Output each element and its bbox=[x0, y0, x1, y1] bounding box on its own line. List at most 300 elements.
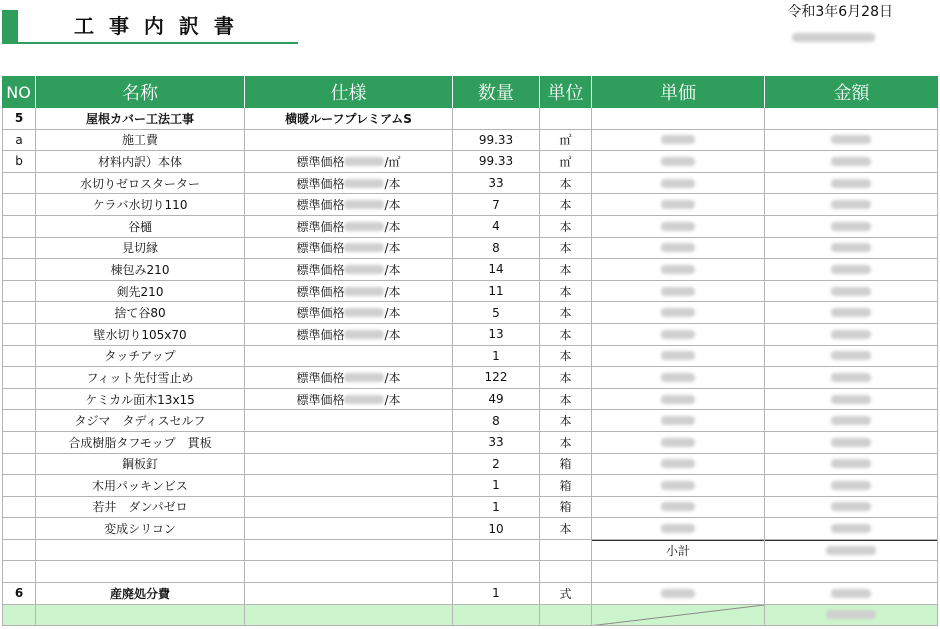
cell-unit-price bbox=[592, 432, 765, 454]
cell-amount bbox=[765, 259, 938, 281]
cell-unit bbox=[540, 497, 592, 519]
table-row bbox=[2, 561, 938, 583]
blurred-list-price bbox=[344, 179, 384, 188]
spec-unit: /本 bbox=[384, 327, 401, 342]
blurred-unit-price bbox=[661, 416, 695, 425]
cell-name bbox=[36, 518, 245, 540]
cell-quantity bbox=[453, 108, 540, 130]
cell-unit-price bbox=[592, 108, 765, 130]
spec-unit: /本 bbox=[384, 262, 401, 277]
cell-spec bbox=[245, 540, 453, 562]
cell-quantity bbox=[453, 216, 540, 238]
cell-quantity bbox=[453, 259, 540, 281]
cell-name bbox=[36, 389, 245, 411]
blurred-amount bbox=[831, 524, 871, 533]
cell-name bbox=[36, 281, 245, 303]
cell-quantity bbox=[453, 561, 540, 583]
cell-unit-price bbox=[592, 410, 765, 432]
cell-quantity bbox=[453, 281, 540, 303]
item-name: フィット先付雪止め bbox=[86, 370, 194, 385]
cell-amount bbox=[765, 324, 938, 346]
cell-unit bbox=[540, 432, 592, 454]
item-unit: ㎡ bbox=[559, 154, 572, 169]
item-quantity: 13 bbox=[488, 327, 504, 342]
item-quantity: 1 bbox=[492, 499, 500, 514]
blurred-unit-price bbox=[661, 459, 695, 468]
item-name: 壁水切り105x70 bbox=[93, 327, 187, 342]
item-quantity: 33 bbox=[488, 176, 504, 191]
cell-unit bbox=[540, 324, 592, 346]
cell-name bbox=[36, 151, 245, 173]
cell-name bbox=[36, 194, 245, 216]
table-row bbox=[2, 173, 938, 195]
blurred-amount bbox=[831, 135, 871, 144]
blurred-list-price bbox=[344, 265, 384, 274]
cell-no bbox=[2, 173, 36, 195]
cell-unit bbox=[540, 281, 592, 303]
table-row bbox=[2, 367, 938, 389]
item-name: ケラバ水切り110 bbox=[92, 198, 188, 213]
cell-unit bbox=[540, 108, 592, 130]
cell-name bbox=[36, 432, 245, 454]
blurred-unit-price bbox=[661, 502, 695, 511]
item-unit: 本 bbox=[559, 219, 572, 234]
cell-unit bbox=[540, 302, 592, 324]
cell-unit bbox=[540, 346, 592, 368]
cell-spec bbox=[245, 108, 453, 130]
item-unit: 本 bbox=[559, 392, 572, 407]
cell-amount bbox=[765, 518, 938, 540]
spec-unit: /本 bbox=[384, 306, 401, 321]
blurred-amount bbox=[826, 610, 876, 619]
cell-spec bbox=[245, 518, 453, 540]
cell-no bbox=[2, 583, 36, 605]
cell-unit bbox=[540, 194, 592, 216]
item-name: 棟包み210 bbox=[110, 262, 170, 277]
item-quantity: 33 bbox=[488, 435, 504, 450]
item-unit: 本 bbox=[559, 284, 572, 299]
spec-prefix: 標準価格 bbox=[296, 198, 345, 213]
row-number: 5 bbox=[14, 111, 24, 126]
cell-unit-price bbox=[592, 454, 765, 476]
item-name: 見切縁 bbox=[121, 241, 158, 256]
blurred-unit-price bbox=[661, 157, 695, 166]
blurred-unit-price bbox=[661, 287, 695, 296]
cell-amount bbox=[765, 454, 938, 476]
table-row bbox=[2, 108, 938, 130]
cell-amount bbox=[765, 389, 938, 411]
cell-no bbox=[2, 216, 36, 238]
table-row bbox=[2, 410, 938, 432]
blurred-unit-price bbox=[661, 330, 695, 339]
item-name: 若井 ダンパゼロ bbox=[92, 500, 188, 515]
item-unit: 本 bbox=[559, 349, 572, 364]
table-row bbox=[2, 259, 938, 281]
row-number: 6 bbox=[14, 586, 24, 601]
cell-unit-price bbox=[592, 216, 765, 238]
cell-name bbox=[36, 216, 245, 238]
blurred-list-price bbox=[344, 287, 384, 296]
cell-unit-price bbox=[592, 540, 765, 562]
cell-no bbox=[2, 475, 36, 497]
blurred-unit-price bbox=[661, 308, 695, 317]
item-unit: 本 bbox=[559, 414, 572, 429]
cell-unit-price bbox=[592, 389, 765, 411]
cell-unit bbox=[540, 518, 592, 540]
blurred-amount bbox=[831, 502, 871, 511]
cell-spec bbox=[245, 583, 453, 605]
spec-unit: /本 bbox=[384, 284, 401, 299]
blurred-unit-price bbox=[661, 373, 695, 382]
item-name: ケミカル面木13x15 bbox=[85, 392, 195, 407]
item-name: 屋根カバー工法工事 bbox=[85, 111, 194, 126]
cell-spec bbox=[245, 151, 453, 173]
cell-unit-price bbox=[592, 130, 765, 152]
cell-unit bbox=[540, 475, 592, 497]
cell-spec bbox=[245, 367, 453, 389]
blurred-amount bbox=[831, 222, 871, 231]
table-row bbox=[2, 302, 938, 324]
cell-quantity bbox=[453, 605, 540, 627]
item-unit: 本 bbox=[559, 241, 572, 256]
cell-no bbox=[2, 410, 36, 432]
spec-unit: /本 bbox=[384, 392, 401, 407]
cell-quantity bbox=[453, 151, 540, 173]
spec-prefix: 標準価格 bbox=[296, 306, 345, 321]
blurred-amount bbox=[831, 200, 871, 209]
document-date: 令和3年6月28日 bbox=[787, 4, 893, 20]
cell-no bbox=[2, 432, 36, 454]
cell-unit bbox=[540, 583, 592, 605]
cell-unit-price bbox=[592, 605, 765, 627]
item-unit: 箱 bbox=[559, 457, 572, 472]
table-row bbox=[2, 216, 938, 238]
blurred-list-price bbox=[344, 243, 384, 252]
cell-no bbox=[2, 324, 36, 346]
item-quantity: 10 bbox=[488, 521, 504, 536]
column-header-spec: 仕様 bbox=[245, 76, 453, 108]
item-unit: 箱 bbox=[559, 478, 572, 493]
item-unit: 本 bbox=[559, 522, 572, 537]
cell-spec bbox=[245, 281, 453, 303]
blurred-list-price bbox=[344, 222, 384, 231]
cell-no bbox=[2, 130, 36, 152]
blurred-unit-price bbox=[661, 222, 695, 231]
cell-no bbox=[2, 194, 36, 216]
cell-amount bbox=[765, 475, 938, 497]
cell-no bbox=[2, 259, 36, 281]
cell-unit bbox=[540, 130, 592, 152]
table-row bbox=[2, 151, 938, 173]
cell-name bbox=[36, 475, 245, 497]
cell-no bbox=[2, 108, 36, 130]
cell-spec bbox=[245, 561, 453, 583]
cell-no bbox=[2, 540, 36, 562]
cell-no bbox=[2, 497, 36, 519]
table-body bbox=[2, 108, 938, 626]
item-quantity: 8 bbox=[492, 240, 500, 255]
cell-unit-price bbox=[592, 238, 765, 260]
cell-spec bbox=[245, 238, 453, 260]
cell-unit bbox=[540, 605, 592, 627]
cell-unit-price bbox=[592, 173, 765, 195]
cell-quantity bbox=[453, 540, 540, 562]
blurred-amount bbox=[831, 308, 871, 317]
cell-unit-price bbox=[592, 194, 765, 216]
cell-amount bbox=[765, 432, 938, 454]
blurred-unit-price bbox=[661, 179, 695, 188]
row-number: a bbox=[15, 132, 23, 147]
cell-no bbox=[2, 389, 36, 411]
cell-no bbox=[2, 302, 36, 324]
item-name: タッチアップ bbox=[104, 349, 176, 364]
cell-unit bbox=[540, 173, 592, 195]
spec-unit: /本 bbox=[384, 219, 401, 234]
cell-name bbox=[36, 410, 245, 432]
cell-amount bbox=[765, 216, 938, 238]
table-header-row bbox=[2, 76, 938, 108]
blurred-list-price bbox=[344, 200, 384, 209]
blurred-unit-price bbox=[661, 395, 695, 404]
cell-spec bbox=[245, 346, 453, 368]
item-quantity: 4 bbox=[492, 219, 500, 234]
table-row bbox=[2, 497, 938, 519]
cell-unit bbox=[540, 238, 592, 260]
item-quantity: 14 bbox=[488, 262, 504, 277]
cell-amount bbox=[765, 583, 938, 605]
cell-amount bbox=[765, 367, 938, 389]
blurred-unit-price bbox=[661, 481, 695, 490]
cell-spec bbox=[245, 410, 453, 432]
cell-name bbox=[36, 583, 245, 605]
spec-prefix: 標準価格 bbox=[296, 219, 345, 234]
cell-name bbox=[36, 302, 245, 324]
cell-spec bbox=[245, 605, 453, 627]
spec-unit: /本 bbox=[384, 241, 401, 256]
table-row bbox=[2, 475, 938, 497]
blurred-unit-price bbox=[661, 200, 695, 209]
cell-quantity bbox=[453, 367, 540, 389]
blurred-amount bbox=[831, 416, 871, 425]
spec-unit: /本 bbox=[384, 198, 401, 213]
cell-amount bbox=[765, 497, 938, 519]
cell-unit-price bbox=[592, 475, 765, 497]
cell-spec bbox=[245, 173, 453, 195]
blurred-amount bbox=[831, 438, 871, 447]
cell-name bbox=[36, 238, 245, 260]
item-unit: 本 bbox=[559, 262, 572, 277]
blurred-amount bbox=[831, 265, 871, 274]
cell-no bbox=[2, 518, 36, 540]
cell-amount bbox=[765, 173, 938, 195]
blurred-amount bbox=[826, 546, 876, 555]
blurred-unit-price bbox=[661, 351, 695, 360]
cell-quantity bbox=[453, 302, 540, 324]
item-quantity: 99.33 bbox=[478, 154, 514, 169]
blurred-amount bbox=[831, 179, 871, 188]
spec-prefix: 標準価格 bbox=[296, 284, 345, 299]
cell-no bbox=[2, 281, 36, 303]
cell-name bbox=[36, 605, 245, 627]
cell-quantity bbox=[453, 130, 540, 152]
cell-quantity bbox=[453, 173, 540, 195]
table-row bbox=[2, 389, 938, 411]
cell-unit-price bbox=[592, 583, 765, 605]
cell-unit-price bbox=[592, 367, 765, 389]
blurred-list-price bbox=[344, 157, 384, 166]
cell-unit-price bbox=[592, 324, 765, 346]
item-unit: 本 bbox=[559, 327, 572, 342]
cell-unit-price bbox=[592, 302, 765, 324]
blurred-list-price bbox=[344, 373, 384, 382]
cell-spec bbox=[245, 259, 453, 281]
item-name: 谷樋 bbox=[127, 219, 152, 234]
table-row bbox=[2, 130, 938, 152]
cell-spec bbox=[245, 475, 453, 497]
subtotal-label: 小計 bbox=[665, 543, 690, 558]
cell-amount bbox=[765, 540, 938, 562]
cell-quantity bbox=[453, 454, 540, 476]
item-name: 施工費 bbox=[121, 133, 158, 148]
title-underline bbox=[2, 42, 298, 44]
cell-quantity bbox=[453, 389, 540, 411]
title-accent-bar bbox=[2, 10, 18, 43]
cell-unit-price bbox=[592, 259, 765, 281]
cell-quantity bbox=[453, 346, 540, 368]
item-quantity: 8 bbox=[492, 413, 500, 428]
cell-unit-price bbox=[592, 518, 765, 540]
spec-prefix: 標準価格 bbox=[296, 370, 345, 385]
cell-spec bbox=[245, 497, 453, 519]
cell-no bbox=[2, 346, 36, 368]
cell-name bbox=[36, 130, 245, 152]
cell-unit bbox=[540, 389, 592, 411]
cell-unit bbox=[540, 410, 592, 432]
blurred-unit-price bbox=[661, 438, 695, 447]
column-header-quantity: 数量 bbox=[453, 76, 540, 108]
cell-quantity bbox=[453, 324, 540, 346]
cell-name bbox=[36, 454, 245, 476]
cell-quantity bbox=[453, 194, 540, 216]
table-row bbox=[2, 281, 938, 303]
cell-amount bbox=[765, 410, 938, 432]
cell-unit-price bbox=[592, 281, 765, 303]
item-name: 産廃処分費 bbox=[109, 586, 170, 601]
cell-no bbox=[2, 454, 36, 476]
cell-quantity bbox=[453, 497, 540, 519]
blurred-unit-price bbox=[661, 243, 695, 252]
blurred-list-price bbox=[344, 395, 384, 404]
blurred-unit-price bbox=[661, 589, 695, 598]
blurred-amount bbox=[831, 459, 871, 468]
blurred-unit-price bbox=[661, 265, 695, 274]
cell-amount bbox=[765, 194, 938, 216]
item-unit: 式 bbox=[559, 586, 572, 601]
cell-unit bbox=[540, 561, 592, 583]
blurred-list-price bbox=[344, 330, 384, 339]
cell-amount bbox=[765, 561, 938, 583]
subtotal-row bbox=[2, 540, 938, 562]
table-row bbox=[2, 194, 938, 216]
cell-quantity bbox=[453, 583, 540, 605]
cell-spec bbox=[245, 454, 453, 476]
breakdown-table bbox=[2, 76, 938, 626]
table-row bbox=[2, 583, 938, 605]
total-row bbox=[2, 605, 938, 627]
table-row bbox=[2, 432, 938, 454]
row-number: b bbox=[15, 154, 23, 169]
item-name: 変成シリコン bbox=[104, 522, 176, 537]
item-quantity: 2 bbox=[492, 456, 500, 471]
cell-amount bbox=[765, 151, 938, 173]
cell-spec bbox=[245, 194, 453, 216]
blurred-unit-price bbox=[661, 135, 695, 144]
diagonal-strike bbox=[592, 605, 764, 626]
table-row bbox=[2, 454, 938, 476]
cell-unit bbox=[540, 151, 592, 173]
blurred-amount bbox=[831, 287, 871, 296]
cell-amount bbox=[765, 302, 938, 324]
item-unit: 本 bbox=[559, 435, 572, 450]
cell-amount bbox=[765, 605, 938, 627]
item-name: 捨て谷80 bbox=[114, 306, 166, 321]
cell-name bbox=[36, 324, 245, 346]
blurred-unit-price bbox=[661, 524, 695, 533]
item-quantity: 5 bbox=[492, 305, 500, 320]
table-row bbox=[2, 518, 938, 540]
spec-prefix: 標準価格 bbox=[296, 154, 345, 169]
cell-spec bbox=[245, 216, 453, 238]
item-name: 木用パッキンビス bbox=[92, 478, 188, 493]
cell-quantity bbox=[453, 518, 540, 540]
cell-quantity bbox=[453, 432, 540, 454]
cell-quantity bbox=[453, 475, 540, 497]
item-quantity: 99.33 bbox=[478, 132, 514, 147]
cell-spec bbox=[245, 432, 453, 454]
table-row bbox=[2, 346, 938, 368]
cell-unit-price bbox=[592, 346, 765, 368]
document-title: 工 事 内 訳 書 bbox=[74, 14, 238, 38]
cell-spec bbox=[245, 302, 453, 324]
cell-no bbox=[2, 367, 36, 389]
spec-prefix: 標準価格 bbox=[296, 327, 345, 342]
item-quantity: 11 bbox=[488, 284, 504, 299]
blurred-amount bbox=[831, 481, 871, 490]
column-header-unit-price: 単価 bbox=[592, 76, 765, 108]
spec-prefix: 標準価格 bbox=[296, 392, 345, 407]
spec-prefix: 標準価格 bbox=[296, 262, 345, 277]
cell-quantity bbox=[453, 238, 540, 260]
cell-name bbox=[36, 497, 245, 519]
blurred-amount bbox=[831, 157, 871, 166]
cell-no bbox=[2, 561, 36, 583]
item-quantity: 49 bbox=[488, 392, 504, 407]
item-name: タジマ タディスセルフ bbox=[74, 414, 206, 429]
blurred-amount bbox=[831, 243, 871, 252]
item-quantity: 122 bbox=[484, 370, 508, 385]
blurred-document-number bbox=[792, 33, 875, 42]
cell-spec bbox=[245, 324, 453, 346]
cell-quantity bbox=[453, 410, 540, 432]
cell-spec bbox=[245, 389, 453, 411]
cell-no bbox=[2, 151, 36, 173]
table-row bbox=[2, 238, 938, 260]
item-quantity: 1 bbox=[492, 478, 500, 493]
item-name: 合成樹脂タフモップ 貫板 bbox=[68, 435, 212, 450]
item-name: 水切りゼロスターター bbox=[79, 176, 200, 191]
cell-unit bbox=[540, 216, 592, 238]
cell-amount bbox=[765, 130, 938, 152]
